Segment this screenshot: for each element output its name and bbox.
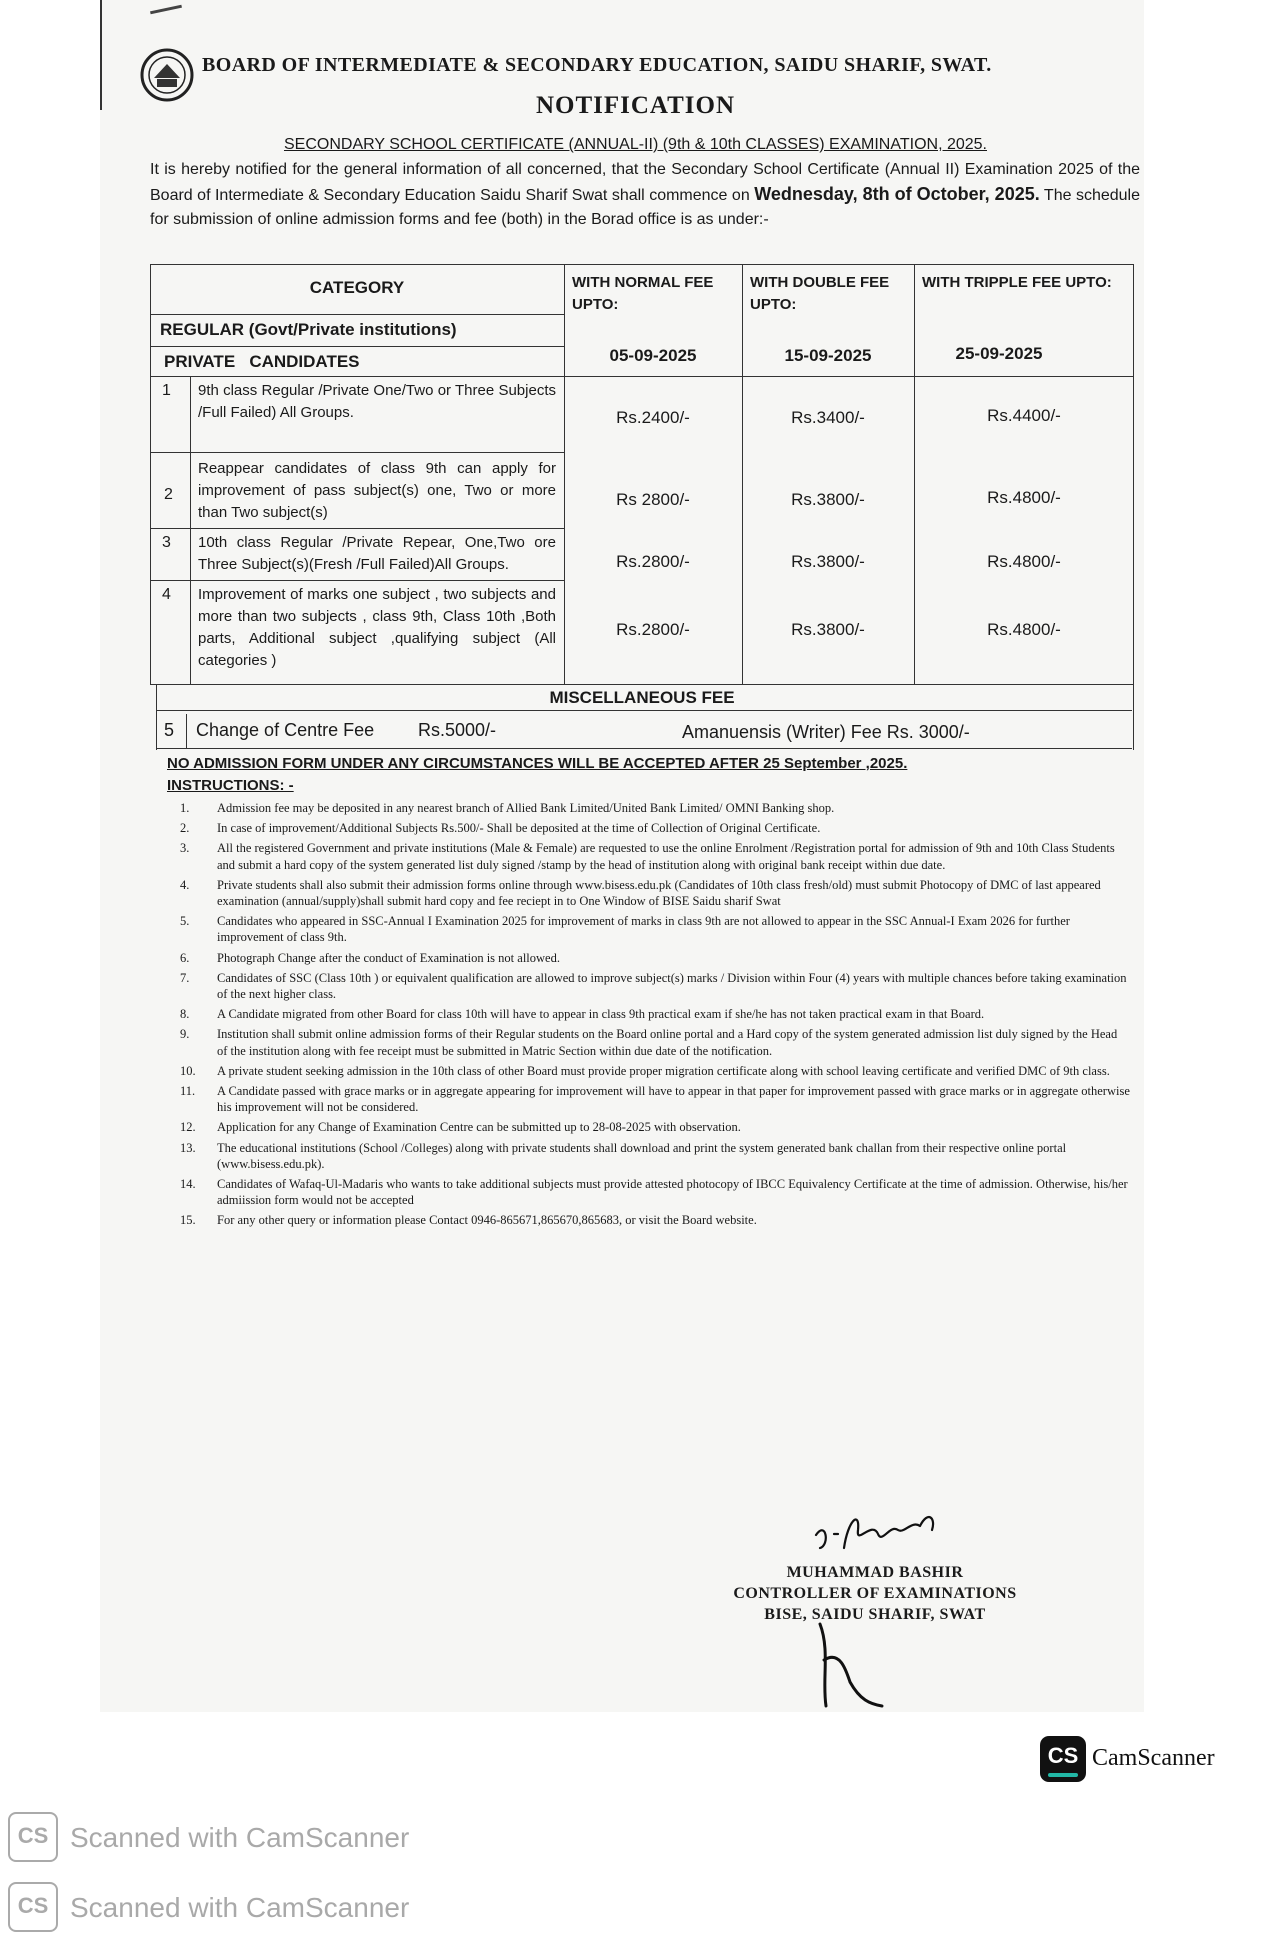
private-label: PRIVATE CANDIDATES (164, 352, 360, 371)
list-item (180, 1026, 1130, 1058)
header-double-fee: WITH DOUBLE FEE UPTO: (750, 274, 890, 313)
page-title: NOTIFICATION (535, 92, 736, 119)
row-4-double-fee: Rs.3800/- (791, 620, 865, 639)
change-centre-fee: Rs.5000/- (418, 720, 497, 740)
item-number: 8. (180, 1007, 190, 1022)
item-number: 7. (180, 970, 190, 985)
item-text: Candidates of SSC (Class 10th ) or equivalent qualification are allowed to improve subject(s) marks / Division within Four (4) years with multiple chances before taking examination of the next higher class. (217, 970, 1127, 1002)
item-text: Admission fee may be deposited in any nearest branch of Allied Bank Limited/United Bank Limited/ OMNI Banking shop. (217, 801, 835, 815)
row-1-double-fee: Rs.3400/- (791, 408, 865, 427)
list-item (180, 1083, 1130, 1115)
misc-fee-heading: MISCELLANEOUS FEE (549, 688, 735, 707)
item-text: Application for any Change of Examination Centre can be submitted up to 28-08-2025 with observation. (217, 1120, 741, 1135)
item-number: 3. (180, 841, 190, 856)
row-3-description: 10th class Regular /Private Repear, One,Two ore Three Subject(s)(Fresh /Full Failed)All Groups. (198, 534, 556, 573)
row-2-normal-fee: Rs 2800/- (616, 490, 690, 509)
item-text: The educational institutions (School /Colleges) along with private students shall download and print the system generated bank challan from their respective online portal (www.bisess.edu.pk). (217, 1140, 1067, 1171)
list-item (180, 1006, 1130, 1022)
instructions-list (180, 800, 1130, 1233)
item-number: 9. (180, 1027, 190, 1042)
instructions-heading: INSTRUCTIONS: - (167, 777, 294, 794)
row-4-number: 4 (162, 586, 171, 603)
row-3-triple-fee: Rs.4800/- (987, 552, 1061, 571)
row-4-triple-fee: Rs.4800/- (987, 620, 1061, 639)
scanned-watermark (8, 1878, 428, 1934)
item-text: Institution shall submit online admission forms of their Regular students on the Board online portal and a Hard copy of the system generated admission list duly signed by the Head of the institution along with fee receipt must be submitted in Matric Section within due date of the notification. (217, 1027, 1118, 1058)
header-category: CATEGORY (309, 278, 405, 297)
list-item (180, 913, 1130, 945)
item-text: Photograph Change after the conduct of Examination is not allowed. (217, 950, 560, 965)
scanned-text: Scanned with CamScanner (70, 1892, 410, 1923)
item-number: 12. (180, 1120, 196, 1135)
camscanner-name: CamScanner (1092, 1745, 1215, 1771)
row-3-normal-fee: Rs.2800/- (616, 552, 690, 571)
row-1-normal-fee: Rs.2400/- (616, 408, 690, 427)
row-3-number: 3 (162, 534, 171, 551)
exam-title: SECONDARY SCHOOL CERTIFICATE (ANNUAL-II) (9th & 10th CLASSES) EXAMINATION, 2025. (283, 136, 987, 153)
handwritten-signature-icon (808, 1490, 968, 1560)
item-text: All the registered Government and private institutions (Male & Female) are requested to use the online Enrolment /Registration portal for admission of 9th and 10th Class Students and submit a hard copy of the system generated list duly signed /stamp by the head of institution along with original bank receipt within due date. (217, 841, 1115, 872)
header-normal-fee: WITH NORMAL FEE UPTO: (572, 274, 714, 313)
board-name: BOARD OF INTERMEDIATE & SECONDARY EDUCATION, SAIDU SHARIF, SWAT. (202, 54, 992, 76)
item-number: 15. (180, 1213, 196, 1228)
list-item (180, 970, 1130, 1002)
signatory-name: MUHAMMAD BASHIR (786, 1564, 964, 1581)
intro-text-1: It is hereby notified for the general information of all concerned, that the Secondary School Certificate (Annual II) Examination 2025 of the Board of Intermediate & Secondary Education Saidu Sharif Swat shall commence on (150, 161, 1140, 204)
item-number: 1. (180, 801, 190, 815)
row-2-triple-fee: Rs.4800/- (987, 488, 1061, 507)
list-item (180, 820, 1130, 836)
camscanner-badge (1040, 1736, 1244, 1782)
signature-block (690, 1562, 1060, 1625)
list-item (180, 800, 1130, 816)
item-number: 10. (180, 1063, 196, 1078)
list-item (180, 950, 1130, 966)
regular-label: REGULAR (Govt/Private institutions) (160, 320, 457, 339)
row-2-description: Reappear candidates of class 9th can apply for improvement of pass subject(s) one, Two or more than Two subject(s) (198, 460, 556, 521)
intro-text-2: The schedule for submission of online admission forms and fee (both) in the Borad office is as under:- (150, 187, 1141, 228)
list-item (180, 1119, 1130, 1135)
fee-table (150, 264, 1134, 750)
list-item (180, 877, 1130, 909)
list-item (180, 840, 1130, 872)
row-1-description: 9th class Regular /Private One/Two or Three Subjects /Full Failed) All Groups. (198, 382, 556, 421)
amanuensis-fee: Amanuensis (Writer) Fee Rs. 3000/- (682, 722, 970, 742)
list-item (180, 1140, 1130, 1172)
commencement-date: Wednesday, 8th of October, 2025. (754, 184, 1040, 204)
row-1-triple-fee: Rs.4400/- (987, 406, 1061, 425)
item-number: 11. (180, 1084, 196, 1099)
signatory-designation: CONTROLLER OF EXAMINATIONS (733, 1585, 1017, 1602)
item-number: 14. (180, 1177, 196, 1192)
camscanner-outline-icon: CS (8, 1812, 58, 1862)
item-number: 4. (180, 877, 190, 892)
row-3-double-fee: Rs.3800/- (791, 552, 865, 571)
scanned-watermark (8, 1808, 428, 1864)
item-number: 13. (180, 1140, 196, 1155)
item-text: Private students shall also submit their admission forms online through www.bisess.edu.pk (Candidates of 10th class fresh/old) must submit Photocopy of DMC of last appeared examination (annual/supply)shall submit hard copy and fee reciept in to One Window of BISE Saidu sharif Swat (217, 877, 1101, 909)
item-text: A private student seeking admission in the 10th class of other Board must provide proper migration certificate along with school leaving certificate and verified DMC of 9th class. (217, 1063, 1110, 1078)
admission-deadline-notice: NO ADMISSION FORM UNDER ANY CIRCUMSTANCES WILL BE ACCEPTED AFTER 25 September ,2025. (167, 755, 908, 772)
row-2-double-fee: Rs.3800/- (791, 490, 865, 509)
row-1-number: 1 (162, 382, 171, 399)
camscanner-logo-icon: CS (1040, 1736, 1086, 1782)
camscanner-outline-icon: CS (8, 1882, 58, 1932)
header-triple-fee: WITH TRIPPLE FEE UPTO: (922, 274, 1112, 291)
misc-row-number: 5 (164, 720, 175, 740)
date-normal-fee: 05-09-2025 (609, 346, 697, 365)
row-4-normal-fee: Rs.2800/- (616, 620, 690, 639)
item-text: A Candidate migrated from other Board for class 10th will have to appear in class 9th practical exam if she/he has not taken practical exam in that Board. (217, 1007, 985, 1022)
item-text: For any other query or information please Contact 0946-865671,865670,865683, or visit the Board website. (217, 1213, 757, 1228)
intro-paragraph (150, 158, 1140, 232)
item-text: Candidates who appeared in SSC-Annual I Examination 2025 for improvement of marks in class 9th are not allowed to appear in the SSC Annual-I Exam 2026 for further improvement of class 9th. (217, 914, 1070, 945)
signature-stroke-icon (800, 1620, 900, 1710)
scanned-text: Scanned with CamScanner (70, 1822, 410, 1853)
signatory-office: BISE, SAIDU SHARIF, SWAT (764, 1606, 986, 1623)
date-double-fee: 15-09-2025 (784, 346, 872, 365)
change-centre-label: Change of Centre Fee (196, 720, 375, 740)
list-item (180, 1212, 1130, 1228)
item-number: 6. (180, 950, 190, 965)
item-text: In case of improvement/Additional Subjects Rs.500/- Shall be deposited at the time of Collection of Original Certificate. (217, 821, 821, 836)
list-item (180, 1063, 1130, 1079)
row-4-description: Improvement of marks one subject , two subjects and more than two subjects , class 9th, Class 10th ,Both parts, Additional subject ,qualifying subject (All categories ) (198, 586, 556, 669)
row-2-number: 2 (164, 486, 173, 503)
item-number: 2. (180, 821, 190, 836)
item-text: Candidates of Wafaq-Ul-Madaris who wants to take additional subjects must provide attested photocopy of IBCC Equivalency Certificate at the time of admission. Otherwise, his/her admiission form would not be accepted (217, 1177, 1128, 1208)
item-text: A Candidate passed with grace marks or in aggregate appearing for improvement will have to appear in that paper for improvement passed with grace marks or in aggregate otherwise his improvement will not be considered. (217, 1084, 1130, 1115)
date-triple-fee: 25-09-2025 (955, 344, 1043, 363)
list-item (180, 1176, 1130, 1208)
item-number: 5. (180, 914, 190, 929)
